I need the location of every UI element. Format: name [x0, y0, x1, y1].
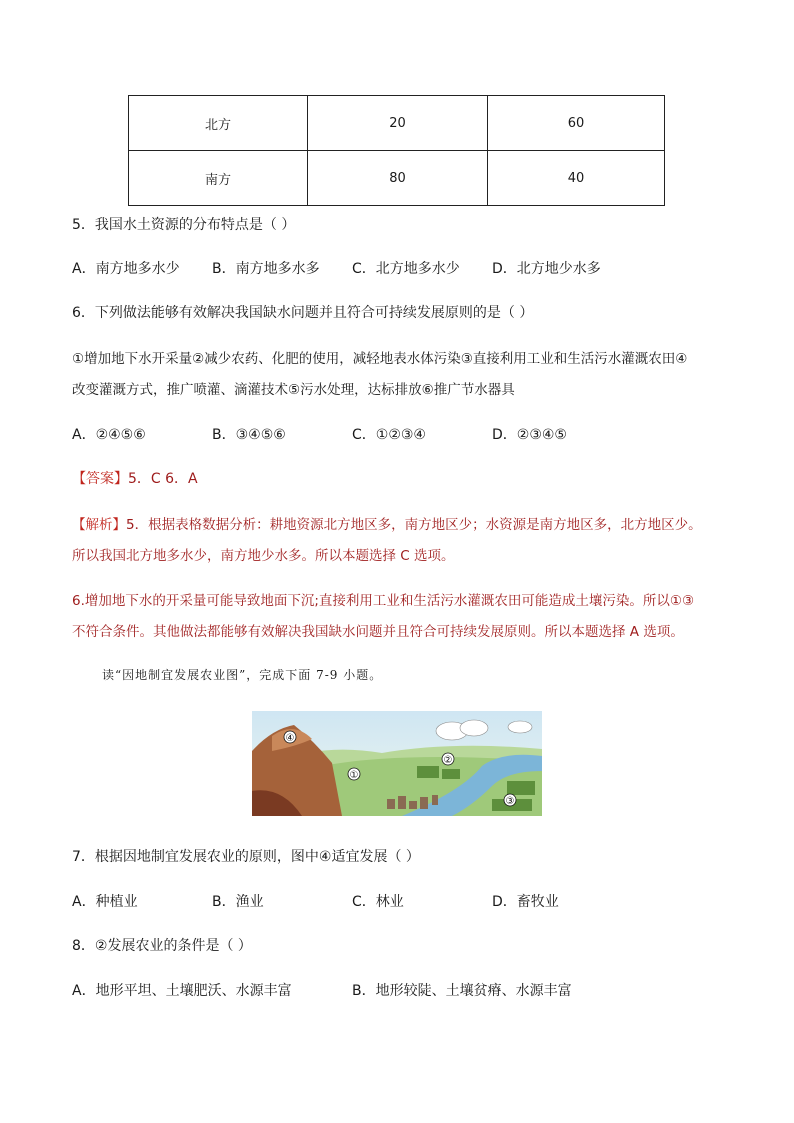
analysis-line1 [72, 513, 702, 533]
q5-option-b: B．南方地多水多 [212, 261, 320, 277]
landscape-illustration [252, 711, 542, 816]
table-cell: 60 [488, 96, 665, 151]
table-cell: 20 [308, 96, 488, 151]
q7-option-b: B．渔业 [212, 894, 264, 910]
q6-option-d: D．②③④⑤ [492, 427, 567, 443]
table-cell: 南方 [129, 151, 308, 206]
q5-option-d: D．北方地少水多 [492, 261, 601, 277]
question-6-body-line1: ①增加地下水开采量②减少农药、化肥的使用，减轻地表水体污染③直接利用工业和生活污水灌溉农田④ [72, 351, 688, 367]
answer-line [72, 468, 198, 488]
agriculture-landscape-figure [252, 711, 542, 816]
q6-option-c: C．①②③④ [352, 427, 426, 443]
q8-option-a: A．地形平坦、土壤肥沃、水源丰富 [72, 983, 292, 999]
q7-option-c: C．林业 [352, 894, 404, 910]
question-7-stem: 7．根据因地制宜发展农业的原则，图中④适宜发展（ ） [72, 849, 420, 865]
data-table [128, 95, 665, 206]
q5-option-a: A．南方地多水少 [72, 261, 180, 277]
question-8-stem: 8．②发展农业的条件是（ ） [72, 938, 252, 954]
figure-caption: 读“因地制宜发展农业图”，完成下面 7-9 小题。 [102, 668, 383, 682]
question-6-body-line2: 改变灌溉方式，推广喷灌、滴灌技术⑤污水处理，达标排放⑥推广节水器具 [72, 382, 515, 398]
analysis-text-1: 5．根据表格数据分析：耕地资源北方地区多，南方地区少；水资源是南方地区多，北方地区少。 [126, 517, 702, 533]
answer-text: 5．C 6．A [128, 471, 198, 487]
figure-label-2: ② [443, 755, 453, 766]
table-row [129, 96, 665, 151]
figure-label-4: ④ [285, 733, 295, 744]
table-cell: 40 [488, 151, 665, 206]
q6-option-b: B．③④⑤⑥ [212, 427, 286, 443]
q6-option-a: A．②④⑤⑥ [72, 427, 146, 443]
question-6-stem: 6．下列做法能够有效解决我国缺水问题并且符合可持续发展原则的是（ ） [72, 305, 534, 321]
table-cell: 80 [308, 151, 488, 206]
figure-label-1: ① [349, 770, 359, 781]
table-row [129, 151, 665, 206]
answer-tag: 【答案】 [72, 471, 128, 487]
q5-option-c: C．北方地多水少 [352, 261, 460, 277]
analysis-tag: 【解析】 [72, 517, 126, 533]
analysis-line4: 不符合条件。其他做法都能够有效解决我国缺水问题并且符合可持续发展原则。所以本题选择 A 选项。 [72, 624, 684, 640]
q8-option-b: B．地形较陡、土壤贫瘠、水源丰富 [352, 983, 572, 999]
analysis-line2: 所以我国北方地多水少，南方地少水多。所以本题选择 C 选项。 [72, 548, 455, 564]
question-5-stem: 5．我国水土资源的分布特点是（ ） [72, 217, 296, 233]
q7-option-a: A．种植业 [72, 894, 138, 910]
figure-label-3: ③ [505, 796, 515, 807]
analysis-line3: 6.增加地下水的开采量可能导致地面下沉;直接利用工业和生活污水灌溉农田可能造成土壤污染。所以①③ [72, 593, 695, 609]
q7-option-d: D．畜牧业 [492, 894, 559, 910]
table-cell: 北方 [129, 96, 308, 151]
